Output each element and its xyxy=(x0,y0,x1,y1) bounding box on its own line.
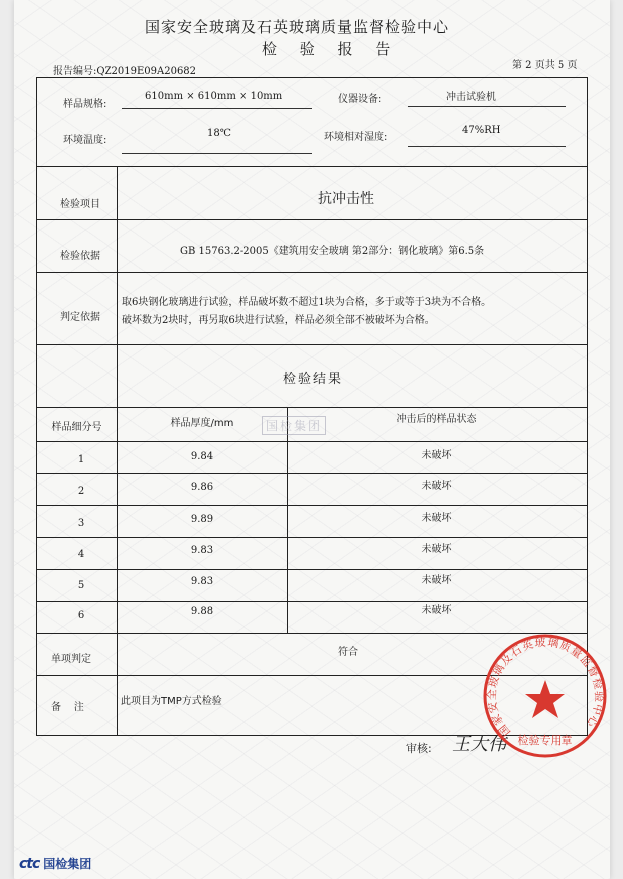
official-seal-icon xyxy=(470,628,620,760)
footer-org-name: 国检集团 xyxy=(43,857,92,871)
row-state: 未破坏 xyxy=(421,544,452,555)
row-no: 5 xyxy=(77,580,85,591)
row-thickness: 9.84 xyxy=(190,451,214,462)
device-value: 冲击试验机 xyxy=(446,92,496,103)
divider xyxy=(36,407,587,408)
verdict-label: 单项判定 xyxy=(51,654,91,665)
divider xyxy=(36,166,587,167)
report-number-label: 报告编号: xyxy=(53,66,97,77)
row-no: 4 xyxy=(77,549,85,560)
results-header-no: 样品细分号 xyxy=(51,422,102,433)
divider xyxy=(36,505,587,506)
humidity-value: 47%RH xyxy=(462,125,501,136)
svg-text:国家安全玻璃及石英玻璃质量监督检验中心: 国家安全玻璃及石英玻璃质量监督检验中心 xyxy=(485,635,606,739)
humidity-label: 环境相对湿度: xyxy=(324,132,388,143)
divider xyxy=(36,272,587,273)
report-number-value: QZ2019E09A20682 xyxy=(96,66,197,77)
underline xyxy=(408,106,566,107)
report-title: 检 验 报 告 xyxy=(262,40,400,58)
row-state: 未破坏 xyxy=(421,513,452,524)
row-thickness: 9.83 xyxy=(190,576,214,587)
underline xyxy=(408,146,566,147)
spec-label: 样品规格: xyxy=(63,99,107,110)
basis-value: GB 15763.2-2005《建筑用安全玻璃 第2部分：钢化玻璃》第6.5条 xyxy=(180,246,485,257)
divider xyxy=(36,473,587,474)
results-header-state: 冲击后的样品状态 xyxy=(396,414,477,425)
judgement-basis-line1: 取6块钢化玻璃进行试验，样品破坏数不超过1块为合格，多于或等于3块为不合格。 xyxy=(122,297,492,308)
footer-logo xyxy=(19,855,91,872)
temperature-label: 环境温度: xyxy=(63,135,107,146)
org-name: 国家安全玻璃及石英玻璃质量监督检验中心 xyxy=(145,18,450,36)
basis-label: 检验依据 xyxy=(60,251,100,262)
report-number xyxy=(53,62,196,77)
ctc-logo-icon: ctc xyxy=(19,856,40,872)
test-item-value: 抗冲击性 xyxy=(318,191,374,207)
row-state: 未破坏 xyxy=(421,605,452,616)
reviewer-signature: 王大伟 xyxy=(452,734,506,755)
device-label: 仪器设备: xyxy=(338,94,382,105)
underline xyxy=(122,153,312,154)
review-label: 审核: xyxy=(406,742,432,755)
row-no: 3 xyxy=(77,518,85,529)
divider xyxy=(36,344,587,345)
results-title: 检验结果 xyxy=(283,372,344,387)
test-item-label: 检验项目 xyxy=(60,199,100,210)
row-no: 2 xyxy=(77,486,85,497)
temperature-value: 18℃ xyxy=(207,128,231,139)
spec-value: 610mm × 610mm × 10mm xyxy=(145,91,283,102)
judgement-basis-label: 判定依据 xyxy=(60,312,100,323)
row-thickness: 9.83 xyxy=(190,545,214,556)
verdict-value: 符合 xyxy=(338,647,358,658)
page-indicator: 第 2 页共 5 页 xyxy=(512,60,578,71)
row-no: 6 xyxy=(77,610,85,621)
judgement-basis-line2: 破坏数为2块时，再另取6块进行试验，样品必须全部不被破坏为合格。 xyxy=(122,315,435,326)
underline xyxy=(122,108,312,109)
divider xyxy=(36,441,587,442)
remarks-label: 备 注 xyxy=(51,702,84,713)
divider xyxy=(36,537,587,538)
row-state: 未破坏 xyxy=(421,450,452,461)
results-header-thickness: 样品厚度/mm xyxy=(170,418,234,429)
svg-text:检验专用章: 检验专用章 xyxy=(517,734,573,747)
row-thickness: 9.86 xyxy=(190,482,214,493)
watermark-logo: 国检集团 xyxy=(262,416,326,435)
row-thickness: 9.89 xyxy=(190,514,214,525)
row-no: 1 xyxy=(77,454,85,465)
row-thickness: 9.88 xyxy=(190,606,214,617)
remarks-value: 此项目为TMP方式检验 xyxy=(121,696,222,707)
divider xyxy=(36,569,587,570)
row-state: 未破坏 xyxy=(421,481,452,492)
divider xyxy=(36,219,587,220)
row-state: 未破坏 xyxy=(421,575,452,586)
